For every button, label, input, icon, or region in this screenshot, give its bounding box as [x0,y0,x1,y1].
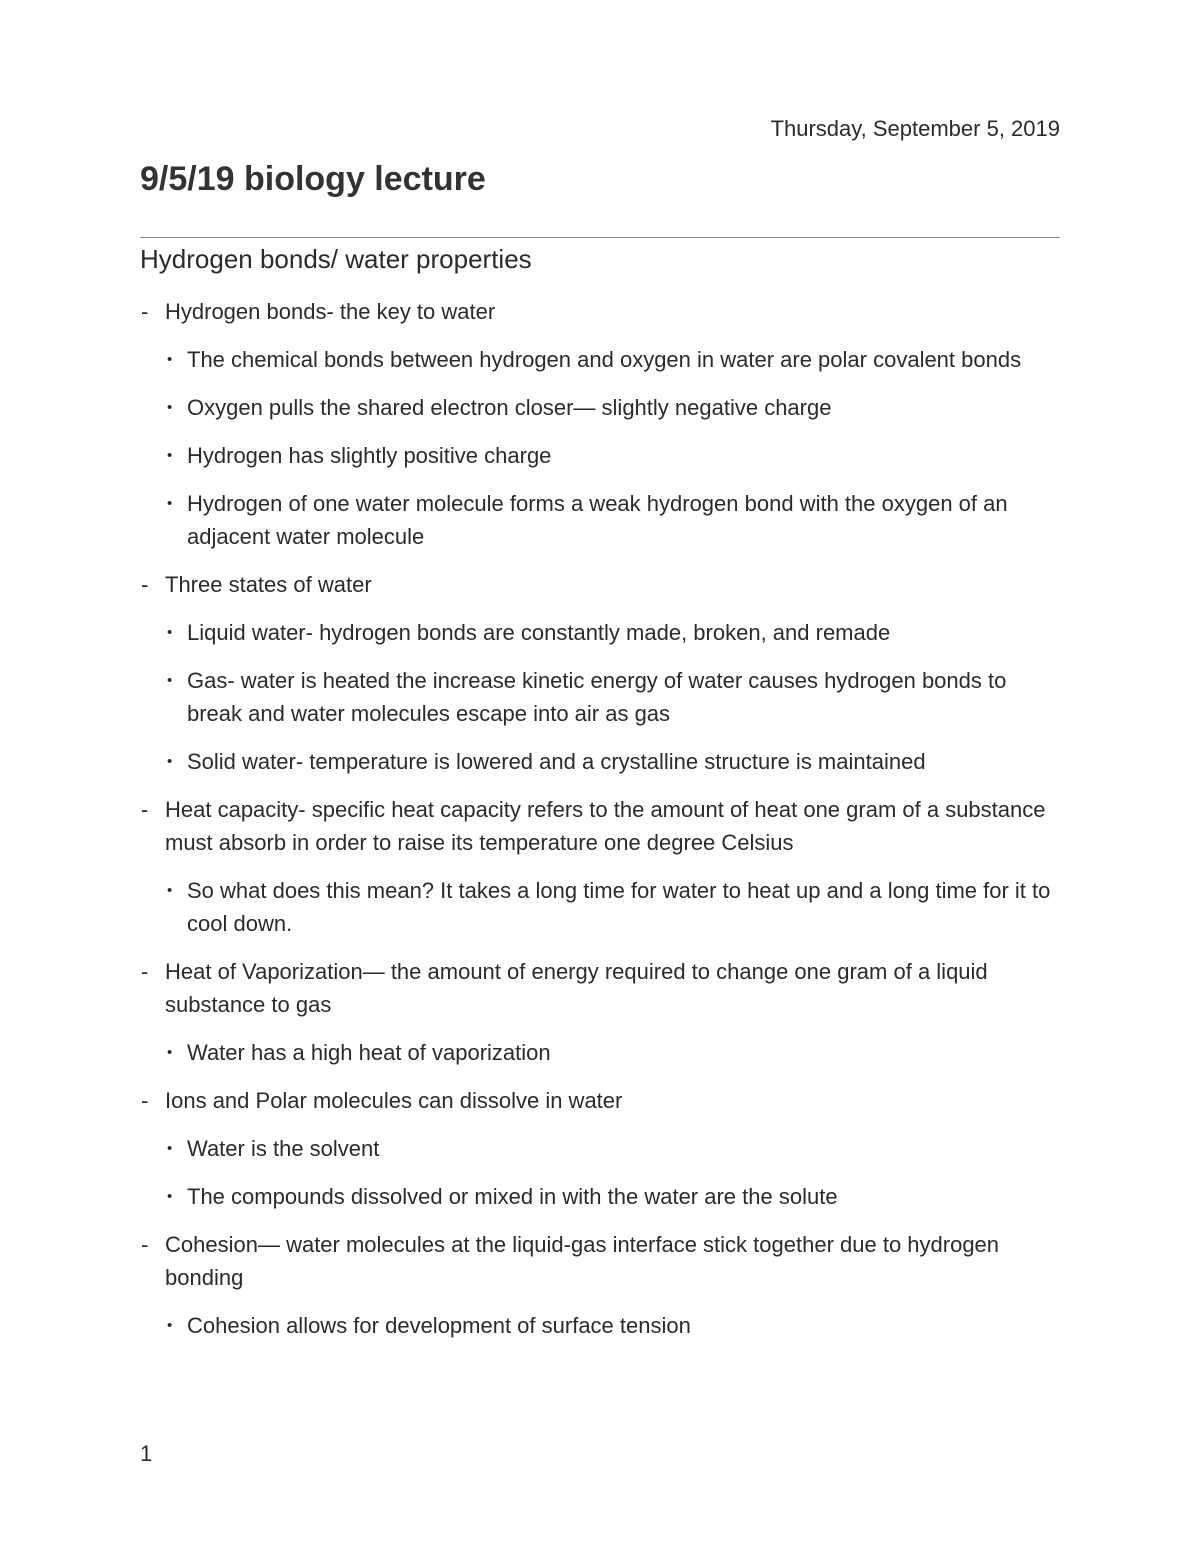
list-item-text: Heat capacity- specific heat capacity refers to the amount of heat one gram of a substance must absorb in order to raise its temperature one degree Celsius [165,797,1046,855]
list-item-text: Water has a high heat of vaporization [187,1040,551,1065]
list-item-text: Water is the solvent [187,1136,380,1161]
list-item [140,295,1060,328]
list-item-text: Oxygen pulls the shared electron closer— slightly negative charge [187,395,832,420]
bullet-marker: • [167,351,173,368]
list-item-text: Ions and Polar molecules can dissolve in water [165,1088,623,1113]
title-divider [140,237,1060,238]
bullet-marker: • [167,624,173,641]
list-item [140,1084,1060,1117]
bullet-marker: • [167,753,173,770]
list-item-text: Solid water- temperature is lowered and a crystalline structure is maintained [187,749,926,774]
sub-list-item [140,1132,1060,1165]
list-item-text: Hydrogen of one water molecule forms a weak hydrogen bond with the oxygen of an adjacent water molecule [187,491,1008,549]
list-item-text: Cohesion allows for development of surface tension [187,1313,691,1338]
list-item-text: Heat of Vaporization— the amount of energy required to change one gram of a liquid substance to gas [165,959,988,1017]
list-item-text: Liquid water- hydrogen bonds are constantly made, broken, and remade [187,620,891,645]
sub-list-item [140,391,1060,424]
dash-marker: - [141,1088,149,1113]
bullet-marker: • [167,495,173,512]
sub-list-item [140,745,1060,778]
bullet-marker: • [167,882,173,899]
bullet-marker: • [167,672,173,689]
sub-list-item [140,616,1060,649]
bullet-marker: • [167,1140,173,1157]
list-item-text: The chemical bonds between hydrogen and oxygen in water are polar covalent bonds [187,347,1022,372]
sub-list-item [140,487,1060,553]
list-item-text: Cohesion— water molecules at the liquid-gas interface stick together due to hydrogen bonding [165,1232,1000,1290]
header-date: Thursday, September 5, 2019 [770,116,1060,141]
list-item-text: Hydrogen bonds- the key to water [165,299,496,324]
sub-list-item [140,1309,1060,1342]
list-item [140,1228,1060,1294]
section-title: Hydrogen bonds/ water properties [140,244,532,274]
dash-marker: - [141,797,149,822]
document-title: 9/5/19 biology lecture [140,160,486,198]
list-item [140,793,1060,859]
page-number: 1 [140,1441,153,1466]
list-item-text: So what does this mean? It takes a long time for water to heat up and a long time for it to cool down. [187,878,1051,936]
notes-list [140,295,1060,1357]
sub-list-item [140,1036,1060,1069]
bullet-marker: • [167,1044,173,1061]
list-item [140,955,1060,1021]
sub-list-item [140,874,1060,940]
dash-marker: - [141,1232,149,1257]
bullet-marker: • [167,1317,173,1334]
sub-list-item [140,439,1060,472]
bullet-marker: • [167,399,173,416]
dash-marker: - [141,959,149,984]
dash-marker: - [141,299,149,324]
bullet-marker: • [167,1188,173,1205]
list-item-text: Three states of water [165,572,372,597]
list-item-text: Hydrogen has slightly positive charge [187,443,552,468]
bullet-marker: • [167,447,173,464]
dash-marker: - [141,572,149,597]
list-item [140,568,1060,601]
sub-list-item [140,664,1060,730]
list-item-text: Gas- water is heated the increase kinetic energy of water causes hydrogen bonds to break and water molecules escape into air as gas [187,668,1007,726]
sub-list-item [140,343,1060,376]
list-item-text: The compounds dissolved or mixed in with the water are the solute [187,1184,838,1209]
sub-list-item [140,1180,1060,1213]
